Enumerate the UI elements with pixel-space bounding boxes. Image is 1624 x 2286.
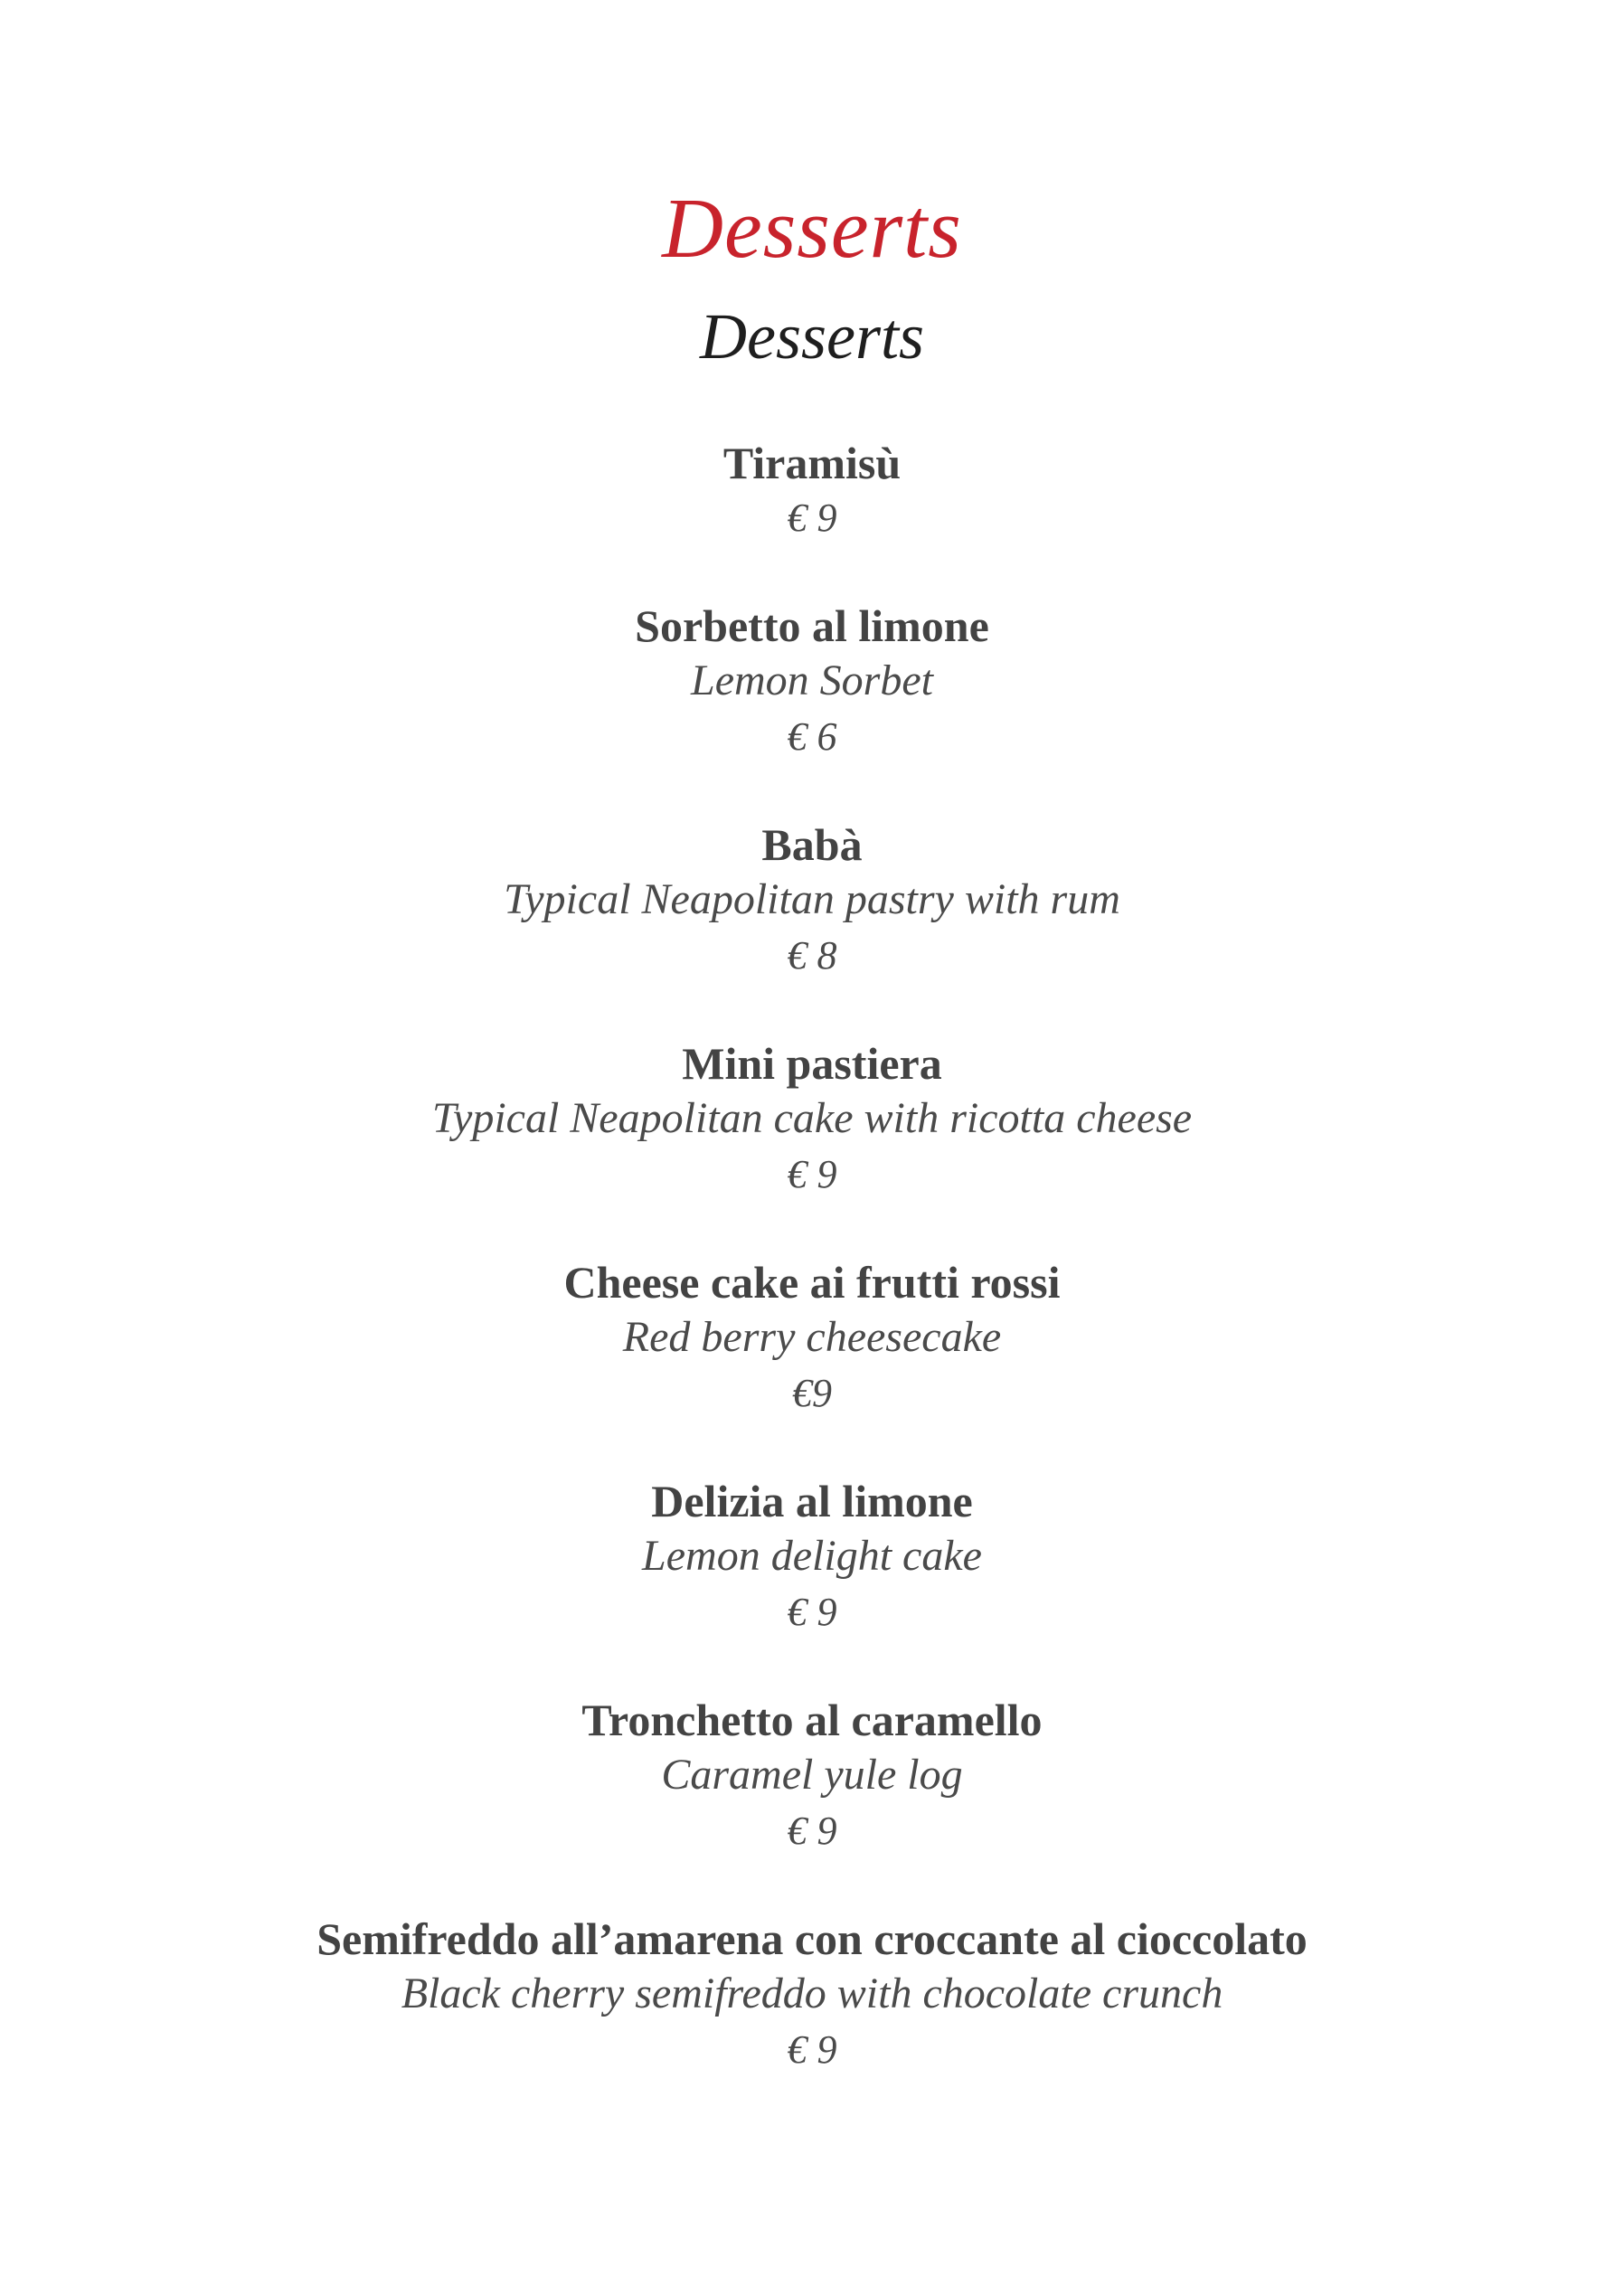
item-description: Typical Neapolitan pastry with rum — [504, 875, 1120, 923]
item-name: Semifreddo all’amarena con croccante al cioccolato — [316, 1913, 1308, 1964]
item-price: € 9 — [787, 496, 837, 540]
item-name: Tiramisù — [722, 438, 902, 488]
menu-item — [0, 1474, 1624, 1640]
item-price: € 9 — [787, 1152, 837, 1196]
menu-item — [0, 599, 1624, 765]
item-description: Lemon Sorbet — [691, 657, 933, 704]
item-price: € 9 — [787, 1590, 837, 1634]
item-name: Tronchetto al caramello — [581, 1695, 1043, 1745]
item-price: € 9 — [787, 2027, 837, 2072]
menu-item — [0, 436, 1624, 546]
dessert-list — [0, 436, 1624, 2130]
item-description: Red berry cheesecake — [622, 1313, 1002, 1361]
item-name: Babà — [761, 819, 863, 870]
item-price: € 9 — [787, 1809, 837, 1853]
page-subtitle: Desserts — [700, 300, 924, 373]
menu-item — [0, 1036, 1624, 1203]
item-name: Mini pastiera — [682, 1038, 942, 1089]
item-description: Caramel yule log — [661, 1751, 963, 1799]
item-name: Sorbetto al limone — [635, 600, 989, 651]
item-name: Cheese cake ai frutti rossi — [563, 1257, 1061, 1308]
page-title: Desserts — [662, 182, 962, 276]
item-name: Delizia al limone — [651, 1476, 973, 1526]
menu-item — [0, 1255, 1624, 1422]
menu-item — [0, 1693, 1624, 1859]
item-description: Lemon delight cake — [642, 1532, 982, 1580]
menu-item — [0, 817, 1624, 984]
item-price: €9 — [792, 1371, 832, 1415]
item-description: Typical Neapolitan cake with ricotta cheese — [431, 1094, 1193, 1142]
item-description: Black cherry semifreddo with chocolate crunch — [401, 1970, 1223, 2017]
item-price: € 8 — [787, 933, 837, 978]
menu-item — [0, 1912, 1624, 2078]
item-price: € 6 — [787, 714, 837, 759]
